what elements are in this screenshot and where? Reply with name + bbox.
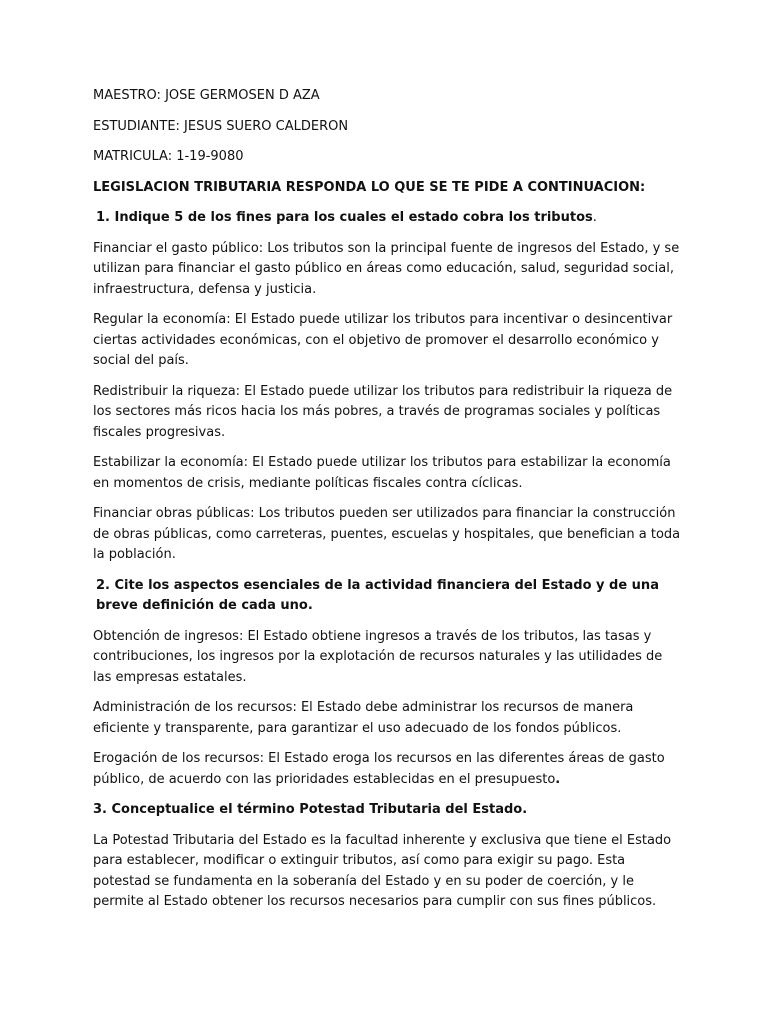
answer-paragraph: La Potestad Tributaria del Estado es la facultad inherente y exclusiva que tiene el Estado para establecer, modificar o extinguir tributos, así como para exigir su pago. Esta potestad se fundamenta en la soberanía del Estado y en su poder de coerción, y le permite al Estado obtener los recursos necesarios para cumplir con sus fines públicos. (93, 832, 672, 909)
answer-paragraph-last (93, 749, 683, 790)
answer-suffix: . (555, 771, 561, 787)
question-1-suffix: . (592, 210, 597, 225)
answer-paragraph: Administración de los recursos: El Estado debe administrar los recursos de manera eficiente y transparente, para garantizar el uso adecuado de los fondos públicos. (93, 700, 634, 736)
answer-paragraph: Redistribuir la riqueza: El Estado puede utilizar los tributos para redistribuir la riqueza de los sectores más ricos hacia los más pobres, a través de programas sociales y políticas fiscales progresivas. (93, 383, 673, 440)
student-line: ESTUDIANTE: JESUS SUERO CALDERON (93, 118, 349, 134)
question-1 (93, 208, 683, 229)
answer-paragraph: Financiar el gasto público: Los tributos son la principal fuente de ingresos del Estado, y se utilizan para financiar el gasto público en áreas como educación, salud, seguridad social, infraestructura, defensa y justicia. (93, 240, 680, 297)
document-title: LEGISLACION TRIBUTARIA RESPONDA LO QUE SE TE PIDE A CONTINUACION: (93, 179, 646, 195)
question-1-text: 1. Indique 5 de los fines para los cuales el estado cobra los tributos (96, 210, 593, 225)
answer-paragraph: Financiar obras públicas: Los tributos pueden ser utilizados para financiar la construcción de obras públicas, como carreteras, puentes, escuelas y hospitales, que benefician a toda la población. (93, 506, 681, 562)
teacher-line: MAESTRO: JOSE GERMOSEN D AZA (93, 88, 320, 103)
question-2: 2. Cite los aspectos esenciales de la actividad financiera del Estado y de una breve definición de cada uno. (96, 577, 659, 613)
id-line: MATRICULA: 1-19-9080 (93, 149, 244, 164)
answer-paragraph: Obtención de ingresos: El Estado obtiene ingresos a través de los tributos, las tasas y contribuciones, los ingresos por la explotación de recursos naturales y las utilidades de las empresas estatales. (93, 628, 663, 685)
answer-paragraph: Estabilizar la economía: El Estado puede utilizar los tributos para estabilizar la economía en momentos de crisis, mediante políticas fiscales contra cíclicas. (93, 455, 671, 491)
question-3: 3. Conceptualice el término Potestad Tributaria del Estado. (93, 802, 528, 817)
answer-text: Erogación de los recursos: El Estado eroga los recursos en las diferentes áreas de gasto público, de acuerdo con las prioridades establecidas en el presupuesto (93, 751, 665, 787)
document-page (93, 86, 683, 923)
answer-paragraph: Regular la economía: El Estado puede utilizar los tributos para incentivar o desincentivar ciertas actividades económicas, con el objetivo de promover el desarrollo económico y social del país. (93, 312, 673, 368)
